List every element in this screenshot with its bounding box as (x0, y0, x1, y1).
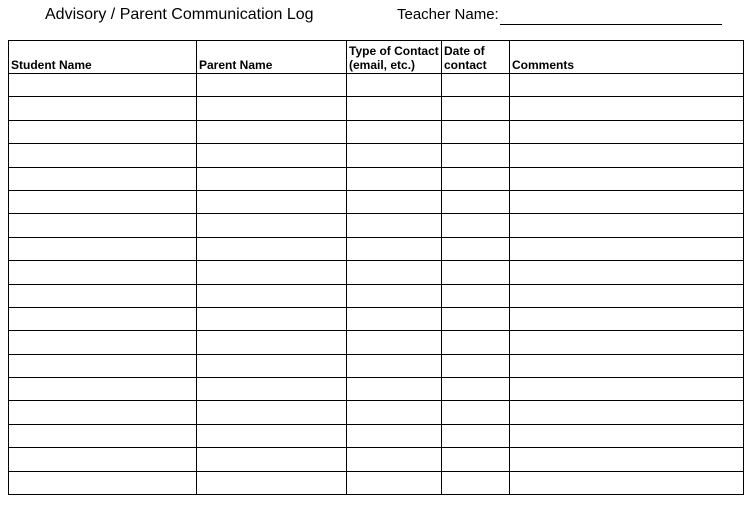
parent-name-cell[interactable] (197, 424, 347, 447)
column-header-line: Date of (444, 44, 485, 58)
date-of-contact-cell[interactable] (442, 74, 510, 97)
student-name-cell[interactable] (9, 331, 197, 354)
teacher-name-label: Teacher Name: (397, 6, 499, 23)
comments-cell[interactable] (510, 261, 744, 284)
parent-name-cell[interactable] (197, 167, 347, 190)
parent-name-cell[interactable] (197, 214, 347, 237)
student-name-cell[interactable] (9, 354, 197, 377)
student-name-cell[interactable] (9, 471, 197, 494)
teacher-name-blank-line[interactable] (500, 10, 722, 25)
parent-name-cell[interactable] (197, 307, 347, 330)
column-header-date-of-contact (442, 41, 510, 74)
table-header-row (9, 41, 744, 74)
column-header-line: Parent Name (199, 58, 273, 72)
comments-cell[interactable] (510, 97, 744, 120)
table-row (9, 120, 744, 143)
type-of-contact-cell[interactable] (347, 167, 442, 190)
comments-cell[interactable] (510, 190, 744, 213)
date-of-contact-cell[interactable] (442, 424, 510, 447)
parent-name-cell[interactable] (197, 190, 347, 213)
student-name-cell[interactable] (9, 307, 197, 330)
student-name-cell[interactable] (9, 190, 197, 213)
type-of-contact-cell[interactable] (347, 354, 442, 377)
comments-cell[interactable] (510, 167, 744, 190)
parent-name-cell[interactable] (197, 378, 347, 401)
table-row (9, 144, 744, 167)
table-row (9, 331, 744, 354)
type-of-contact-cell[interactable] (347, 214, 442, 237)
student-name-cell[interactable] (9, 74, 197, 97)
parent-name-cell[interactable] (197, 401, 347, 424)
date-of-contact-cell[interactable] (442, 284, 510, 307)
type-of-contact-cell[interactable] (347, 448, 442, 471)
table-row (9, 74, 744, 97)
table-row (9, 448, 744, 471)
table-row (9, 471, 744, 494)
date-of-contact-cell[interactable] (442, 401, 510, 424)
table-row (9, 214, 744, 237)
comments-cell[interactable] (510, 471, 744, 494)
date-of-contact-cell[interactable] (442, 471, 510, 494)
column-header-comments (510, 41, 744, 74)
type-of-contact-cell[interactable] (347, 424, 442, 447)
date-of-contact-cell[interactable] (442, 331, 510, 354)
table-row (9, 284, 744, 307)
student-name-cell[interactable] (9, 97, 197, 120)
student-name-cell[interactable] (9, 448, 197, 471)
type-of-contact-cell[interactable] (347, 378, 442, 401)
table-row (9, 190, 744, 213)
type-of-contact-cell[interactable] (347, 120, 442, 143)
date-of-contact-cell[interactable] (442, 237, 510, 260)
parent-name-cell[interactable] (197, 471, 347, 494)
parent-name-cell[interactable] (197, 354, 347, 377)
table-row (9, 401, 744, 424)
type-of-contact-cell[interactable] (347, 97, 442, 120)
communication-log-table (8, 40, 744, 495)
comments-cell[interactable] (510, 237, 744, 260)
parent-name-cell[interactable] (197, 144, 347, 167)
student-name-cell[interactable] (9, 167, 197, 190)
comments-cell[interactable] (510, 354, 744, 377)
parent-name-cell[interactable] (197, 74, 347, 97)
table-row (9, 167, 744, 190)
date-of-contact-cell[interactable] (442, 144, 510, 167)
student-name-cell[interactable] (9, 237, 197, 260)
date-of-contact-cell[interactable] (442, 120, 510, 143)
type-of-contact-cell[interactable] (347, 331, 442, 354)
student-name-cell[interactable] (9, 424, 197, 447)
date-of-contact-cell[interactable] (442, 448, 510, 471)
date-of-contact-cell[interactable] (442, 214, 510, 237)
date-of-contact-cell[interactable] (442, 378, 510, 401)
parent-name-cell[interactable] (197, 237, 347, 260)
parent-name-cell[interactable] (197, 120, 347, 143)
table-row (9, 378, 744, 401)
table-row (9, 97, 744, 120)
comments-cell[interactable] (510, 401, 744, 424)
table-row (9, 261, 744, 284)
type-of-contact-cell[interactable] (347, 307, 442, 330)
student-name-cell[interactable] (9, 261, 197, 284)
page-title: Advisory / Parent Communication Log (45, 6, 314, 23)
date-of-contact-cell[interactable] (442, 261, 510, 284)
table-row (9, 354, 744, 377)
parent-name-cell[interactable] (197, 97, 347, 120)
teacher-name-field (397, 5, 722, 25)
date-of-contact-cell[interactable] (442, 190, 510, 213)
type-of-contact-cell[interactable] (347, 471, 442, 494)
comments-cell[interactable] (510, 378, 744, 401)
column-header-parent-name (197, 41, 347, 74)
student-name-cell[interactable] (9, 378, 197, 401)
column-header-student-name (9, 41, 197, 74)
date-of-contact-cell[interactable] (442, 167, 510, 190)
student-name-cell[interactable] (9, 284, 197, 307)
type-of-contact-cell[interactable] (347, 284, 442, 307)
table-row (9, 307, 744, 330)
type-of-contact-cell[interactable] (347, 144, 442, 167)
comments-cell[interactable] (510, 448, 744, 471)
table-row (9, 237, 744, 260)
comments-cell[interactable] (510, 214, 744, 237)
type-of-contact-cell[interactable] (347, 74, 442, 97)
column-header-type-of-contact (347, 41, 442, 74)
comments-cell[interactable] (510, 284, 744, 307)
comments-cell[interactable] (510, 424, 744, 447)
type-of-contact-cell[interactable] (347, 401, 442, 424)
type-of-contact-cell[interactable] (347, 261, 442, 284)
date-of-contact-cell[interactable] (442, 354, 510, 377)
student-name-cell[interactable] (9, 214, 197, 237)
comments-cell[interactable] (510, 331, 744, 354)
parent-name-cell[interactable] (197, 448, 347, 471)
column-header-line: Type of Contact (349, 44, 439, 58)
comments-cell[interactable] (510, 307, 744, 330)
parent-name-cell[interactable] (197, 261, 347, 284)
column-header-line: contact (444, 58, 487, 72)
comments-cell[interactable] (510, 74, 744, 97)
type-of-contact-cell[interactable] (347, 190, 442, 213)
student-name-cell[interactable] (9, 144, 197, 167)
comments-cell[interactable] (510, 144, 744, 167)
date-of-contact-cell[interactable] (442, 97, 510, 120)
column-header-line: Student Name (11, 58, 92, 72)
comments-cell[interactable] (510, 120, 744, 143)
type-of-contact-cell[interactable] (347, 237, 442, 260)
parent-name-cell[interactable] (197, 284, 347, 307)
date-of-contact-cell[interactable] (442, 307, 510, 330)
table-row (9, 424, 744, 447)
column-header-line: Comments (512, 58, 575, 72)
parent-name-cell[interactable] (197, 331, 347, 354)
column-header-line: (email, etc.) (349, 58, 416, 72)
student-name-cell[interactable] (9, 401, 197, 424)
table-body (9, 74, 744, 495)
student-name-cell[interactable] (9, 120, 197, 143)
